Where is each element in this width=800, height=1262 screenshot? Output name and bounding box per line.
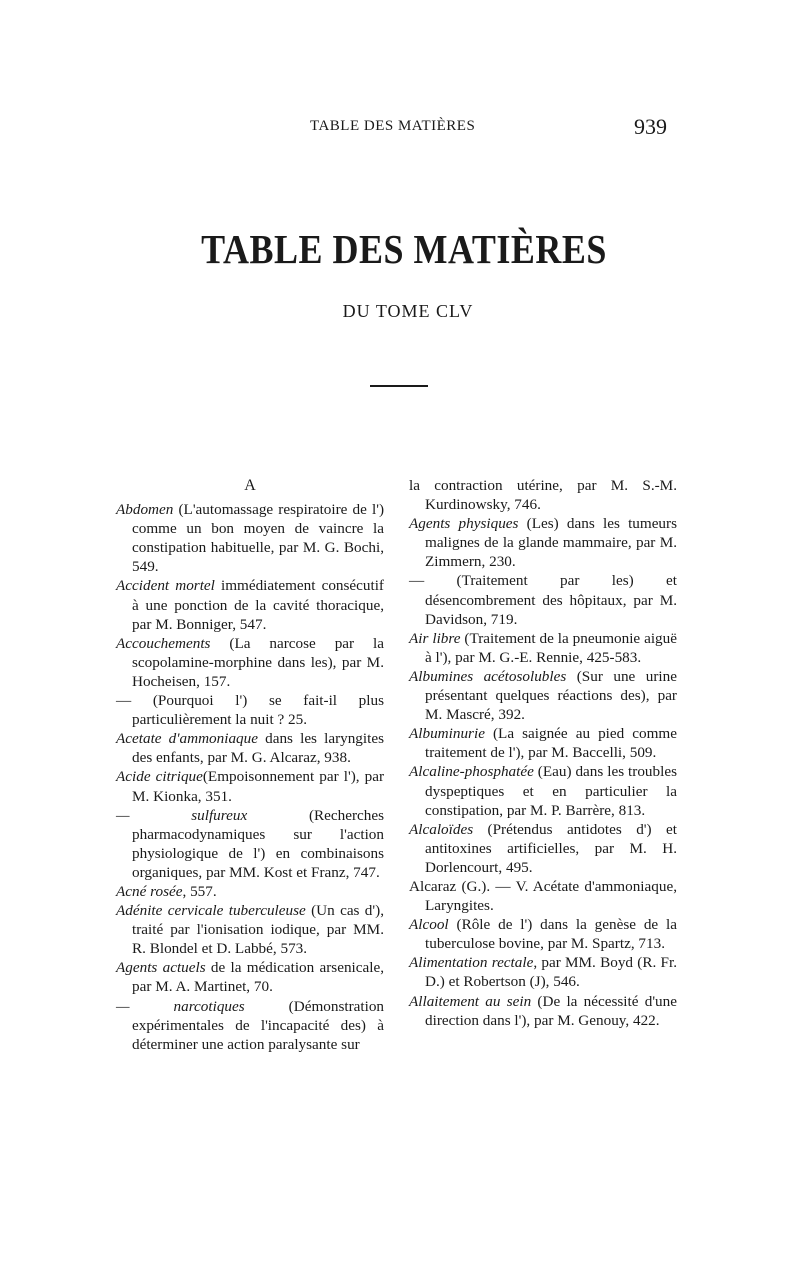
entry-term: Albumines acétosolubles [409, 667, 567, 685]
entry-term: Acetate d'ammoniaque [116, 730, 258, 748]
entry-term: Air libre [409, 629, 461, 647]
index-entry [409, 476, 677, 514]
entry-term: Alcool [409, 916, 449, 934]
entry-text: Alcaraz (G.). — V. Acétate d'ammoniaque, Laryngites. [409, 877, 677, 915]
entry-text: immédiatement consécutif à une ponction de la cavité thoracique, par M. Bonniger, 547. [132, 577, 384, 633]
entry-term: Albuminurie [409, 725, 485, 743]
running-title: TABLE DES MATIÈRES [310, 118, 476, 134]
index-entry [409, 953, 677, 991]
index-entry [409, 992, 677, 1030]
index-entry [116, 882, 384, 901]
index-entry [116, 806, 384, 882]
entry-text: (Sur une urine présentant quelques réactions des), par M. Mascré, 392. [425, 667, 677, 724]
right-entry-list [409, 476, 677, 1030]
index-entry [409, 667, 677, 724]
index-entry [409, 915, 677, 953]
entry-text: , par MM. Boyd (R. Fr. D.) et Robertson (J), 546. [425, 954, 677, 991]
entry-text: (Empoisonnement par l'), par M. Kionka, 351. [132, 768, 385, 805]
entry-term: Alcaloïdes [409, 820, 474, 838]
index-entry [116, 901, 384, 958]
entry-text: (La narcose par la scopolamine-morphine dans les), par M. Hocheisen, 157. [132, 634, 384, 690]
title-divider [370, 385, 428, 387]
entry-text: (Les) dans les tumeurs malignes de la glande mammaire, par M. Zimmern, 230. [425, 515, 677, 571]
index-entry [116, 729, 384, 767]
index-column-left [116, 476, 384, 1054]
entry-text: — (Pourquoi l') se fait-il plus particulièrement la nuit ? 25. [116, 692, 384, 729]
running-header [0, 114, 800, 144]
entry-term: Allaitement au sein [409, 992, 532, 1010]
index-entry [116, 958, 384, 996]
index-entry [116, 997, 384, 1054]
entry-term: Accouchements [116, 634, 211, 652]
index-entry [116, 500, 384, 576]
entry-text: (Traitement de la pneumonie aiguë à l'), par M. G.-E. Rennie, 425-583. [425, 629, 677, 666]
index-entry [409, 724, 677, 762]
index-entry [409, 571, 677, 628]
entry-term: Acné rosée [116, 882, 183, 900]
entry-text: (Un cas d'), traité par l'ionisation iodique, par MM. R. Blondel et D. Labbé, 573. [132, 902, 384, 958]
entry-text: (L'automassage respiratoire de l') comme un bon moyen de vaincre la constipation habituelle, par M. G. Bochi, 549. [132, 501, 384, 576]
entry-text: (De la nécessité d'une direction dans l'), par M. Genouy, 422. [425, 992, 677, 1029]
entry-term: — sulfureux [116, 806, 248, 824]
page-subtitle: DU TOME CLV [342, 301, 474, 321]
index-entry [116, 576, 384, 633]
entry-text: (La saignée au pied comme traitement de l'), par M. Baccelli, 509. [425, 725, 677, 762]
entry-text: , 557. [182, 882, 217, 900]
entry-term: — narcotiques [116, 997, 245, 1015]
entry-term: Acide citrique [116, 768, 203, 786]
index-entry [409, 762, 677, 819]
entry-text: (Rôle de l') dans la genèse de la tuberculose bovine, par M. Spartz, 713. [425, 916, 677, 953]
entry-term: Adénite cervicale tuberculeuse [116, 902, 306, 920]
left-entry-list [116, 500, 384, 1054]
index-entry [409, 514, 677, 571]
entry-text: (Eau) dans les troubles dyspeptiques et en particulier la constipation, par M. P. Barrère, 813. [425, 763, 677, 819]
entry-text: dans les laryngites des enfants, par M. G. Alcaraz, 938. [132, 730, 384, 767]
page-title: TABLE DES MATIÈRES [201, 226, 607, 272]
entry-term: Abdomen [116, 501, 174, 519]
index-entry [116, 767, 384, 805]
entry-text: (Prétendus antidotes d') et antitoxines artificielles, par M. H. Dorlencourt, 495. [425, 820, 677, 876]
section-letter: A [244, 477, 256, 494]
entry-text: (Démonstration expérimentales de l'incapacité des) à déterminer une action paralysante sur [132, 997, 385, 1053]
entry-text: de la médication arsenicale, par M. A. Martinet, 70. [132, 959, 385, 996]
entry-term: Alcaline-phosphatée [409, 763, 534, 781]
page-number: 939 [634, 114, 667, 139]
index-entry [116, 691, 384, 729]
index-entry [409, 820, 677, 877]
entry-term: Alimentation rectale [409, 954, 534, 972]
entry-text: (Recherches pharmacodynamiques sur l'action physiologique de l') en combinaisons organiques, par MM. Kost et Franz, 747. [132, 806, 384, 881]
index-entry [409, 877, 677, 915]
index-entry [409, 629, 677, 667]
entry-text: — (Traitement par les) et désencombrement des hôpitaux, par M. Davidson, 719. [409, 572, 677, 628]
index-entry [116, 634, 384, 691]
entry-text: la contraction utérine, par M. S.-M. Kurdinowsky, 746. [409, 477, 677, 514]
entry-term: Agents actuels [116, 959, 206, 977]
entry-term: Agents physiques [409, 515, 519, 533]
index-column-right [409, 476, 677, 1030]
entry-term: Accident mortel [116, 577, 215, 595]
